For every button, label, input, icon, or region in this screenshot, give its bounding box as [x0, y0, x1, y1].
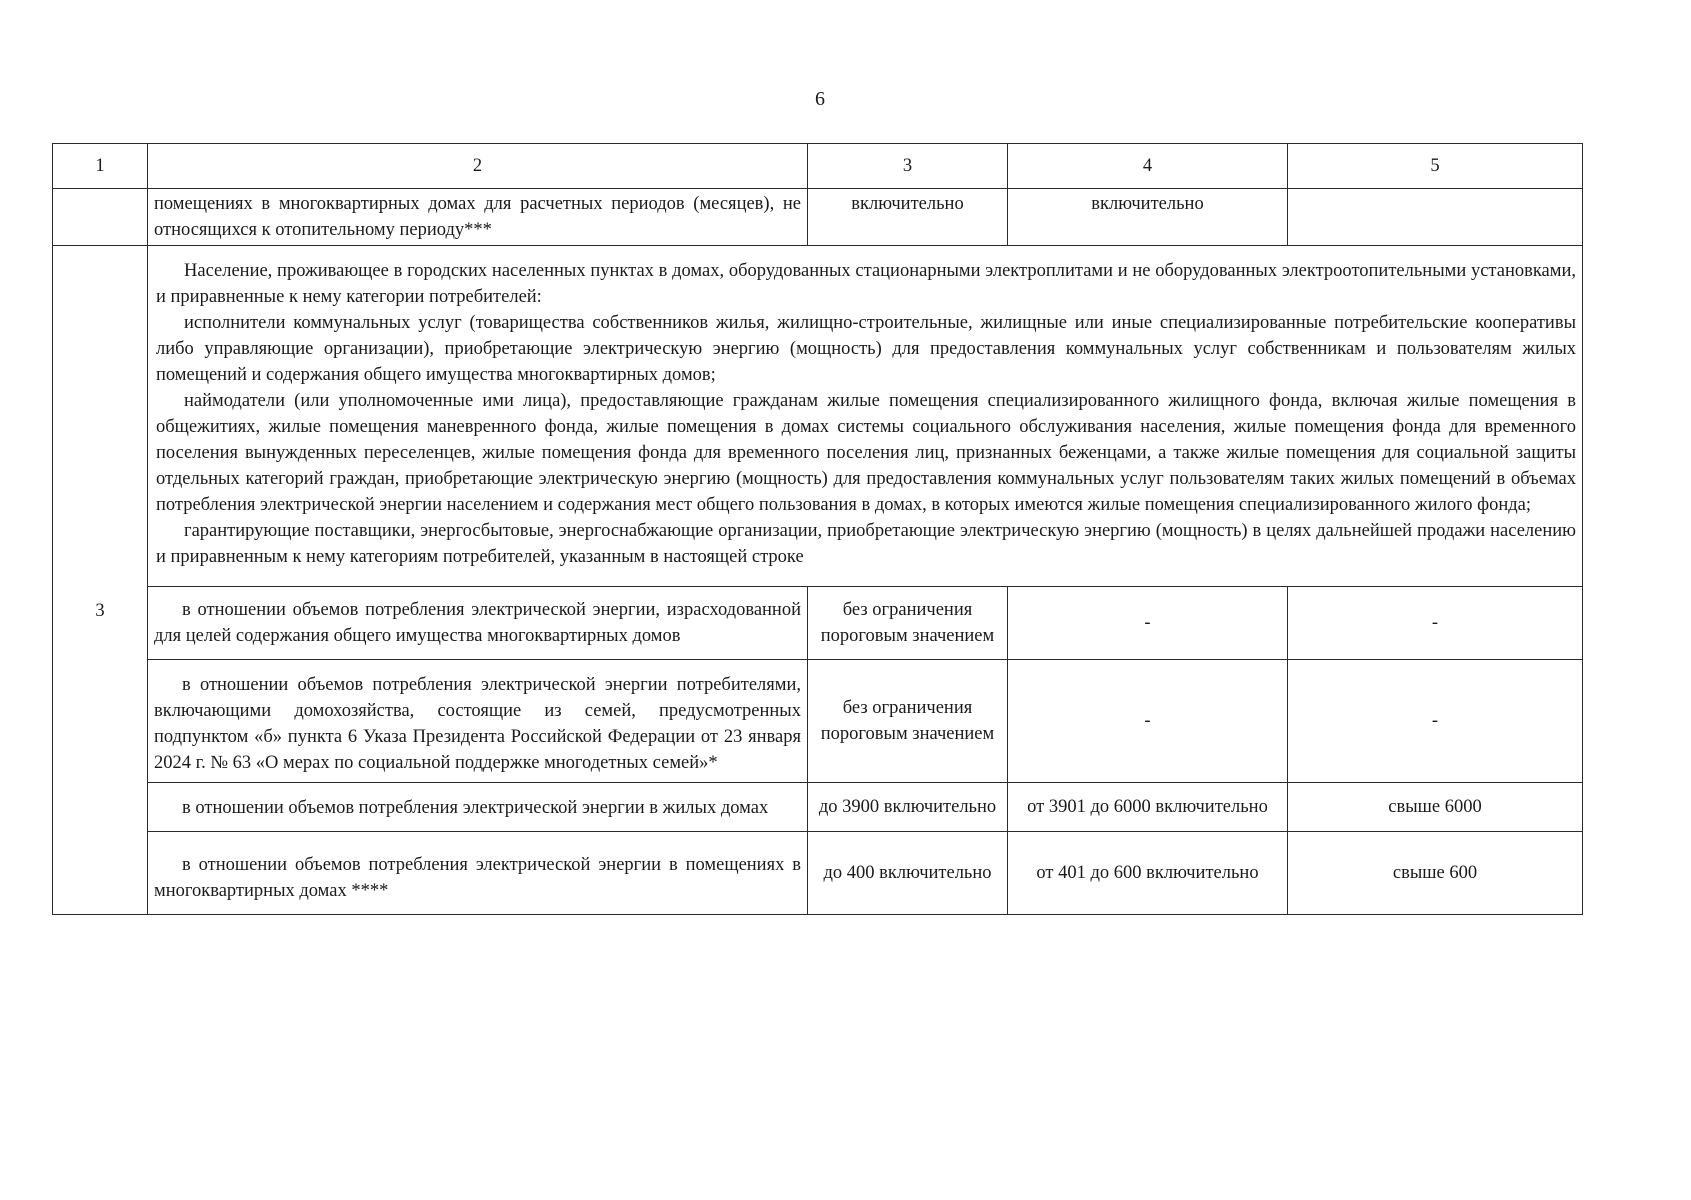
row-col4: от 401 до 600 включительно [1008, 832, 1288, 915]
row-text-cell [148, 587, 808, 660]
row-col4: от 3901 до 6000 включительно [1008, 783, 1288, 832]
row-number-cell-empty [53, 189, 148, 246]
continuation-col3: включительно [808, 189, 1008, 246]
table-row [53, 587, 1583, 660]
row-col3: до 400 включительно [808, 832, 1008, 915]
continuation-col4: включительно [1008, 189, 1288, 246]
row-col5: свыше 600 [1288, 832, 1583, 915]
row-text: в отношении объемов потребления электрической энергии в жилых домах [182, 798, 769, 818]
description-paragraph: гарантирующие поставщики, энергосбытовые, энергоснабжающие организации, приобретающие электрическую энергию (мощность) в целях дальнейшей продажи населению и приравненным к нему категориям потребителей, указанным в настоящей строке [156, 521, 1576, 567]
description-paragraph: исполнители коммунальных услуг (товарищества собственников жилья, жилищно-строительные, жилищные или иные специализированные потребительские кооперативы либо управляющие организации), приобретающие электрическую энергию (мощность) для предоставления коммунальных услуг собственникам и пользователям жилых помещений и содержания общего имущества многоквартирных домов; [156, 313, 1576, 385]
row-col5: свыше 6000 [1288, 783, 1583, 832]
row-text-cell [148, 783, 808, 832]
table-row [53, 832, 1583, 915]
table-row [53, 660, 1583, 783]
row-number-cell [53, 246, 148, 915]
row-col3: без ограничения пороговым значением [808, 587, 1008, 660]
section-description-row [53, 246, 1583, 587]
row-col5: - [1288, 660, 1583, 783]
description-paragraph: Население, проживающее в городских населенных пунктах в домах, оборудованных стационарными электроплитами и не оборудованных электроотопительными установками, и приравненные к нему категории потребителей: [156, 261, 1576, 307]
row-text-cell [148, 832, 808, 915]
row-col5: - [1288, 587, 1583, 660]
section-description [148, 246, 1583, 587]
table-header-row [53, 144, 1583, 189]
header-cell-1: 1 [53, 144, 148, 189]
header-cell-3: 3 [808, 144, 1008, 189]
header-cell-4: 4 [1008, 144, 1288, 189]
row-number: 3 [95, 601, 105, 621]
row-text: в отношении объемов потребления электрической энергии, израсходованной для целей содержания общего имущества многоквартирных домов [154, 600, 801, 646]
row-col3: без ограничения пороговым значением [808, 660, 1008, 783]
row-text-cell [148, 660, 808, 783]
description-paragraph: наймодатели (или уполномоченные ими лица), предоставляющие гражданам жилые помещения специализированного жилищного фонда, включая жилые помещения в общежитиях, жилые помещения маневренного фонда, жилые помещения в домах системы социального обслуживания населения, жилые помещения фонда для временного поселения вынужденных переселенцев, жилые помещения фонда для временного поселения лиц, признанных беженцами, а также жилые помещения для социальной защиты отдельных категорий граждан, приобретающие электрическую энергию (мощность) для предоставления коммунальных услуг пользователям таких жилых помещений в объемах потребления электрической энергии населением и содержания мест общего пользования в домах, в которых имеются жилые помещения специализированного жилого фонда; [156, 391, 1576, 515]
row-col3: до 3900 включительно [808, 783, 1008, 832]
row-text: в отношении объемов потребления электрической энергии потребителями, включающими домохозяйства, состоящие из семей, предусмотренных подпунктом «б» пункта 6 Указа Президента Российской Федерации от 23 января 2024 г. № 63 «О мерах по социальной поддержке многодетных семей»* [154, 675, 801, 773]
tariff-table [52, 143, 1583, 915]
continuation-col5 [1288, 189, 1583, 246]
row-text: в отношении объемов потребления электрической энергии в помещениях в многоквартирных домах **** [154, 855, 801, 901]
row-col4: - [1008, 587, 1288, 660]
header-cell-2: 2 [148, 144, 808, 189]
table-row [53, 783, 1583, 832]
row-col4: - [1008, 660, 1288, 783]
table-row-continuation [53, 189, 1583, 246]
page-number: 6 [815, 88, 825, 110]
continuation-text: помещениях в многоквартирных домах для расчетных периодов (месяцев), не относящихся к отопительному периоду*** [148, 189, 808, 246]
header-cell-5: 5 [1288, 144, 1583, 189]
